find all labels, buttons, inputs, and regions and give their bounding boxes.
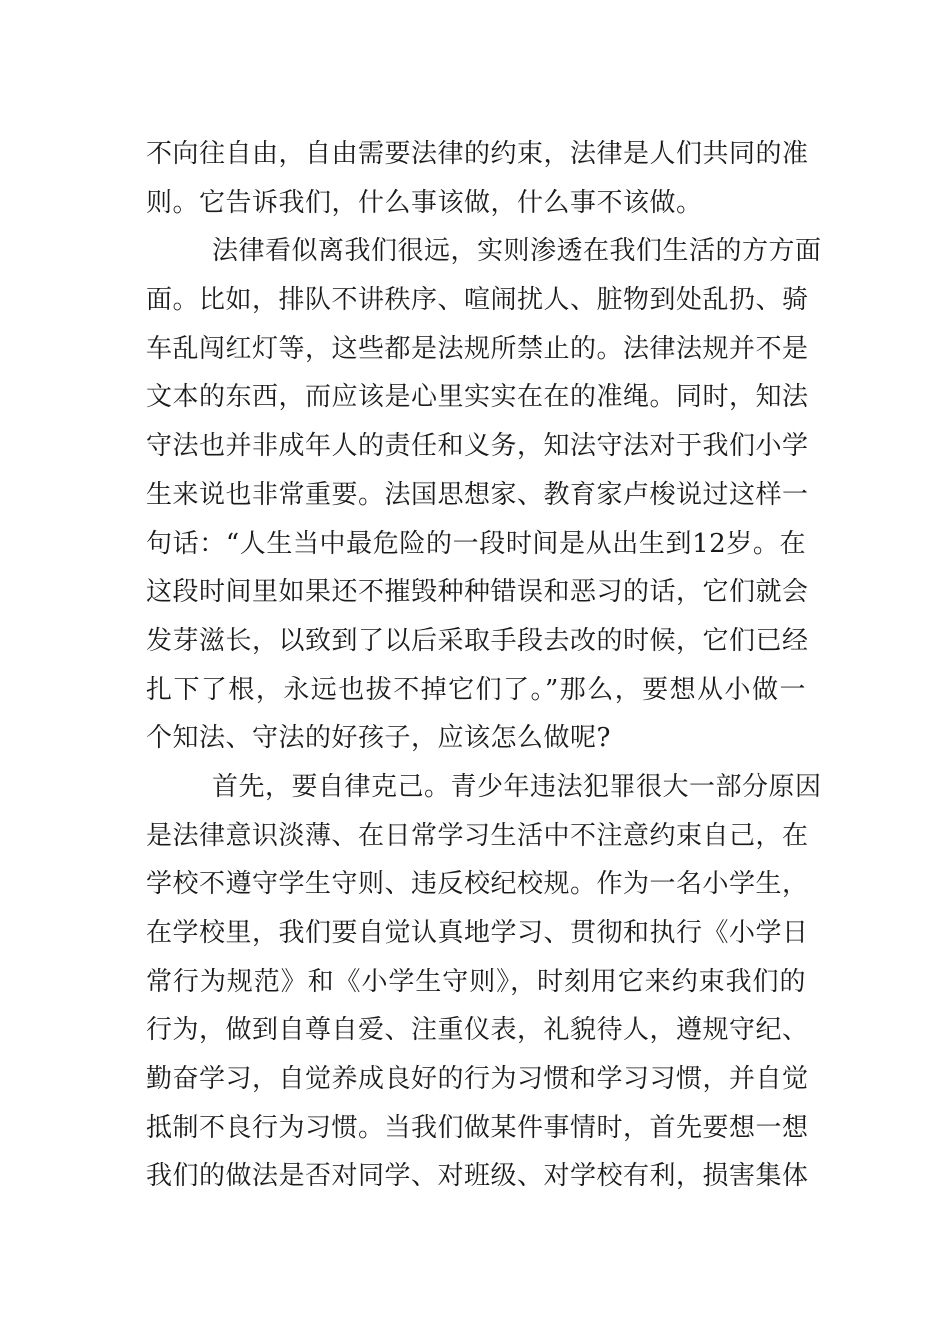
paragraph xyxy=(146,227,822,763)
text-line: 这段时间里如果还不摧毁种种错误和恶习的话，它们就会 xyxy=(146,577,809,608)
text-line: 常行为规范》和《小学生守则》，时刻用它来约束我们的 xyxy=(146,966,806,997)
text-line: 学校不遵守学生守则、违反校纪校规。作为一名小学生， xyxy=(146,869,809,900)
text-line: 则。它告诉我们，什么事该做，什么事不该做。 xyxy=(146,187,703,218)
text-line: 守法也并非成年人的责任和义务，知法守法对于我们小学 xyxy=(146,431,809,462)
text-line: 法律看似离我们很远，实则渗透在我们生活的方方面 xyxy=(212,236,822,267)
text-line: 生来说也非常重要。法国思想家、教育家卢梭说过这样一 xyxy=(146,479,809,510)
text-line: 抵制不良行为习惯。当我们做某件事情时，首先要想一想 xyxy=(146,1112,809,1143)
text-line: 是法律意识淡薄、在日常学习生活中不注意约束自己，在 xyxy=(146,820,809,851)
text-line: 发芽滋长，以致到了以后采取手段去改的时候，它们已经 xyxy=(146,625,809,656)
text-line: 扎下了根，永远也拔不掉它们了。”那么，要想从小做一 xyxy=(146,674,806,705)
text-line: 车乱闯红灯等，这些都是法规所禁止的。法律法规并不是 xyxy=(146,333,809,364)
text-line: 个知法、守法的好孩子，应该怎么做呢? xyxy=(146,723,611,754)
text-line: 首先，要自律克己。青少年违法犯罪很大一部分原因 xyxy=(212,771,822,802)
text-line: 我们的做法是否对同学、对班级、对学校有利，损害集体 xyxy=(146,1161,809,1192)
text-line: 不向往自由，自由需要法律的约束，法律是人们共同的准 xyxy=(146,139,809,169)
text-line: 文本的东西，而应该是心里实实在在的准绳。同时，知法 xyxy=(146,382,809,413)
text-line: 在学校里，我们要自觉认真地学习、贯彻和执行《小学日 xyxy=(146,918,809,948)
text-line: 面。比如，排队不讲秩序、喧闹扰人、脏物到处乱扔、骑 xyxy=(146,285,809,316)
body-text xyxy=(146,130,822,1201)
text-line: 行为，做到自尊自爱、注重仪表，礼貌待人，遵规守纪、 xyxy=(146,1015,809,1046)
text-line: 句话：“人生当中最危险的一段时间是从出生到12岁。在 xyxy=(146,528,806,559)
paragraph xyxy=(146,763,822,1201)
text-line: 勤奋学习，自觉养成良好的行为习惯和学习习惯，并自觉 xyxy=(146,1064,809,1095)
paragraph xyxy=(146,130,809,227)
